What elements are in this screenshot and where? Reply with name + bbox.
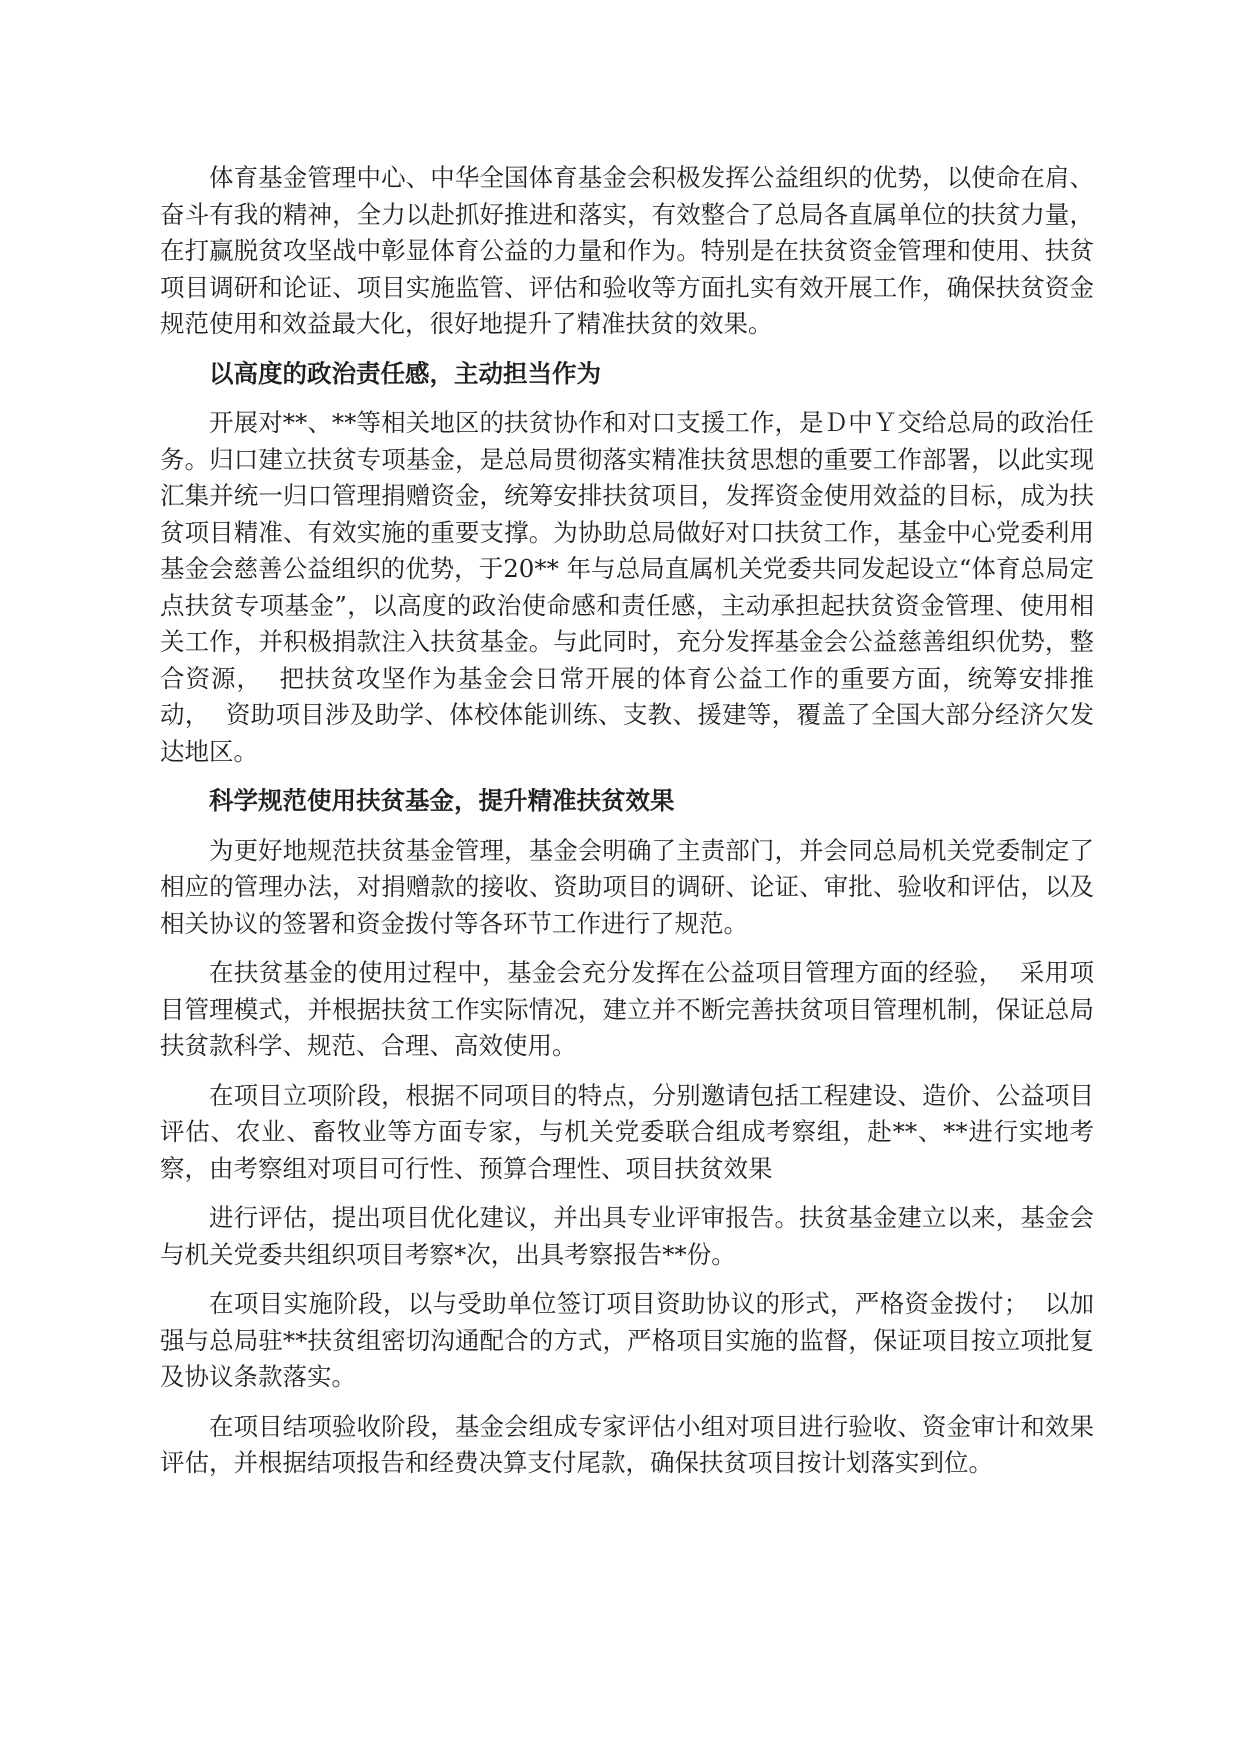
project-evaluation-paragraph: 进行评估，提出项目优化建议，并出具专业评审报告。扶贫基金建立以来，基金会与机关党委共组织项目考察*次，出具考察报告**份。 xyxy=(160,1203,1094,1269)
fund-management-paragraph: 为更好地规范扶贫基金管理，基金会明确了主责部门，并会同总局机关党委制定了相应的管理办法，对捐赠款的接收、资助项目的调研、论证、审批、验收和评估，以及相关协议的签署和资金拨付等各环节工作进行了规范。 xyxy=(160,835,1094,938)
project-implementation-paragraph: 在项目实施阶段，以与受助单位签订项目资助协议的形式，严格资金拨付； 以加强与总局驻**扶贫组密切沟通配合的方式，严格项目实施的监督，保证项目按立项批复及协议条款落实。 xyxy=(160,1289,1094,1391)
project-approval-paragraph: 在项目立项阶段，根据不同项目的特点，分别邀请包括工程建设、造价、公益项目评估、农业、畜牧业等方面专家，与机关党委联合组成考察组，赴**、**进行实地考察，由考察组对项目可行性、预算合理性、项目扶贫效果 xyxy=(160,1080,1094,1183)
fund-usage-paragraph: 在扶贫基金的使用过程中，基金会充分发挥在公益项目管理方面的经验， 采用项目管理模式，并根据扶贫工作实际情况，建立并不断完善扶贫项目管理机制，保证总局扶贫款科学、规范、合理、高效使用。 xyxy=(160,958,1094,1060)
project-acceptance-paragraph: 在项目结项验收阶段，基金会组成专家评估小组对项目进行验收、资金审计和效果评估，并根据结项报告和经费决算支付尾款，确保扶贫项目按计划落实到位。 xyxy=(160,1411,1094,1477)
section-heading-fund-usage: 科学规范使用扶贫基金，提升精准扶贫效果 xyxy=(209,786,675,815)
document-body xyxy=(160,160,1094,1495)
intro-paragraph: 体育基金管理中心、中华全国体育基金会积极发挥公益组织的优势，以使命在肩、奋斗有我的精神，全力以赴抓好推进和落实，有效整合了总局各直属单位的扶贫力量，在打赢脱贫攻坚战中彰显体育公益的力量和作为。特别是在扶贫资金管理和使用、扶贫项目调研和论证、项目实施监管、评估和验收等方面扎实有效开展工作，确保扶贫资金规范使用和效益最大化，很好地提升了精准扶贫的效果。 xyxy=(160,163,1094,338)
political-responsibility-paragraph: 开展对**、**等相关地区的扶贫协作和对口支援工作，是Ｄ中Ｙ交给总局的政治任务。归口建立扶贫专项基金，是总局贯彻落实精准扶贫思想的重要工作部署，以此实现汇集并统一归口管理捐赠资金，统筹安排扶贫项目，发挥资金使用效益的目标，成为扶贫项目精准、有效实施的重要支撑。为协助总局做好对口扶贫工作，基金中心党委利用基金会慈善公益组织的优势，于20** 年与总局直属机关党委共同发起设立“体育总局定点扶贫专项基金”，以高度的政治使命感和责任感，主动承担起扶贫资金管理、使用相关工作，并积极捐款注入扶贫基金。与此同时，充分发挥基金会公益慈善组织优势，整合资源， 把扶贫攻坚作为基金会日常开展的体育公益工作的重要方面，统筹安排推动， 资助项目涉及助学、体校体能训练、支教、援建等，覆盖了全国大部分经济欠发达地区。 xyxy=(160,408,1094,766)
section-heading-political-responsibility: 以高度的政治责任感，主动担当作为 xyxy=(209,358,601,388)
